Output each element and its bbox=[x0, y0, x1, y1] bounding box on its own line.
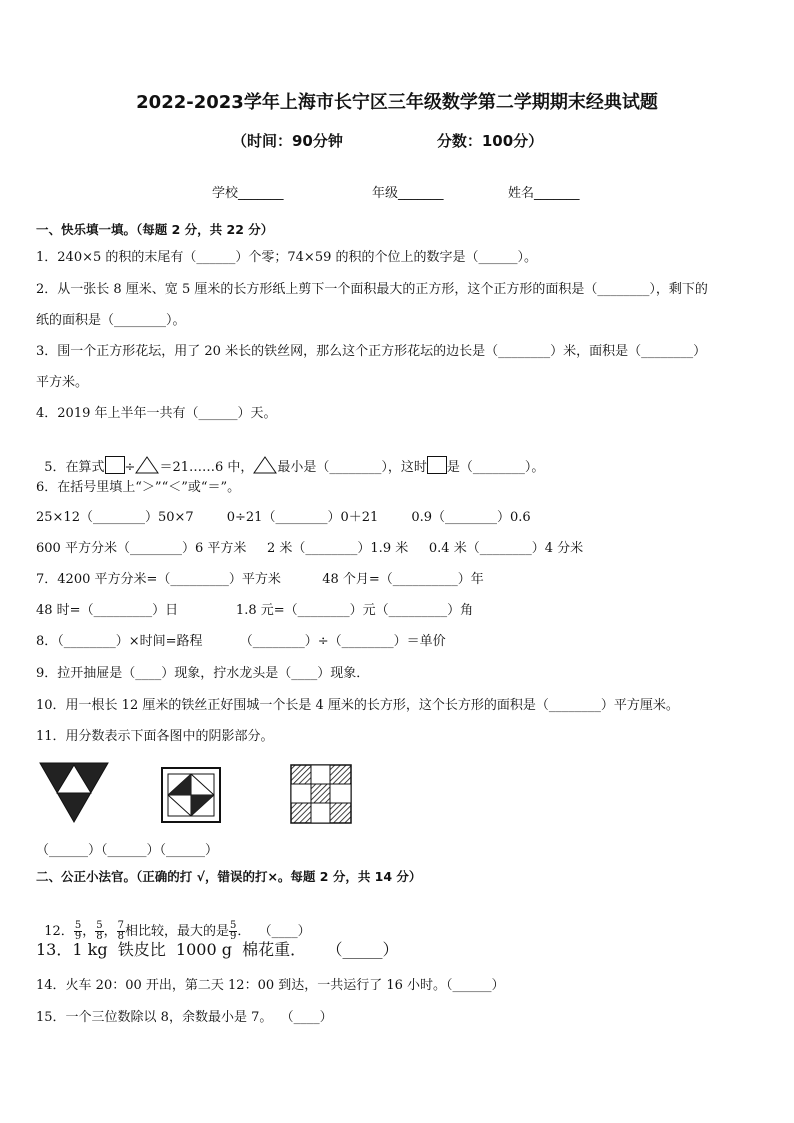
fraction: $\frac{5}{9}$ bbox=[229, 920, 237, 942]
question-15: 15．一个三位数除以 8，余数最小是 7。 （____） bbox=[36, 1010, 333, 1025]
triangle-icon bbox=[135, 456, 159, 474]
q5-div: ÷ bbox=[124, 460, 136, 475]
triangle-icon bbox=[253, 456, 277, 474]
q12-prefix: 12． bbox=[44, 924, 74, 939]
section2-title: 二、公正小法官。（正确的打 √，错误的打×。每题 2 分，共 14 分） bbox=[36, 869, 422, 884]
square-box-icon bbox=[427, 456, 447, 474]
grade-field[interactable]: 年级_______ bbox=[372, 186, 444, 201]
q5-middle2: 最小是（________），这时 bbox=[277, 460, 427, 475]
question-7-row2: 48 时=（_________）日 1.8 元=（________）元（_________）角 bbox=[36, 603, 474, 618]
question-2-line1: 2．从一张长 8 厘米、宽 5 厘米的长方形纸上剪下一个面积最大的正方形，这个正方形的面积是（________），剩下的 bbox=[36, 282, 708, 297]
question-2-line2: 纸的面积是（________）。 bbox=[36, 313, 186, 328]
question-13: 13．1 kg 铁皮比 1000 g 棉花重． （_____） bbox=[36, 940, 399, 959]
question-7-row1: 7．4200 平方分米=（_________）平方米 48 个月=（__________）年 bbox=[36, 572, 484, 587]
square-diamond-figure bbox=[160, 766, 222, 824]
section1-title: 一、快乐填一填。（每题 2 分，共 22 分） bbox=[36, 222, 274, 237]
fraction: $\frac{5}{9}$ bbox=[74, 920, 82, 942]
question-3-line2: 平方米。 bbox=[36, 375, 89, 390]
question-10: 10．用一根长 12 厘米的铁丝正好围城一个长是 4 厘米的长方形，这个长方形的面积是（________）平方厘米。 bbox=[36, 698, 679, 713]
fraction: $\frac{5}{8}$ bbox=[96, 920, 103, 942]
question-3-line1: 3．围一个正方形花坛，用了 20 米长的铁丝网，那么这个正方形花坛的边长是（________）米，面积是（________） bbox=[36, 344, 707, 359]
question-6: 6．在括号里填上“＞”“＜”或“＝”。 bbox=[36, 480, 241, 495]
question-1: 1．240×5 的积的末尾有（______）个零；74×59 的积的个位上的数字是（______）。 bbox=[36, 250, 537, 265]
question-14: 14．火车 20：00 开出，第二天 12：00 到达，一共运行了 16 小时。（______） bbox=[36, 978, 505, 993]
question-5 bbox=[36, 440, 544, 476]
q5-middle: ＝21……6 中， bbox=[159, 460, 254, 475]
square-box-icon bbox=[105, 456, 125, 474]
question-6-row2: 600 平方分米（________）6 平方米 2 米（________）1.9 米 0.4 米（________）4 分米 bbox=[36, 541, 584, 556]
q5-prefix: 5．在算式 bbox=[44, 460, 105, 475]
question-6-row1: 25×12（________）50×7 0÷21（________）0＋21 0.9（________）0.6 bbox=[36, 510, 531, 525]
question-8: 8．（________）×时间=路程 （________）÷（________）＝单价 bbox=[36, 634, 446, 649]
question-11-blanks: （______）（______）（______） bbox=[36, 843, 219, 858]
subtitle: （时间：90分钟 分数：100分） bbox=[232, 132, 544, 150]
school-field[interactable]: 学校_______ bbox=[212, 186, 284, 201]
question-4: 4．2019 年上半年一共有（______）天。 bbox=[36, 406, 277, 421]
question-11: 11．用分数表示下面各图中的阴影部分。 bbox=[36, 729, 274, 744]
q12-middle: 相比较，最大的是 bbox=[124, 924, 229, 939]
page-title: 2022-2023学年上海市长宁区三年级数学第二学期期末经典试题 bbox=[136, 92, 658, 113]
grid-figure bbox=[290, 764, 352, 824]
question-9: 9．拉开抽屉是（____）现象，拧水龙头是（____）现象． bbox=[36, 666, 370, 681]
triangle-figure bbox=[38, 760, 110, 826]
q5-end: 是（________）。 bbox=[446, 460, 545, 475]
q12-end: ． （____） bbox=[237, 924, 311, 939]
question-12: 12． $\frac{5}{9}$ ， $\frac{5}{8}$ ， $\frac{7}{8}$ 相比较，最大的是 $\frac{5}{9}$ ． （____） bbox=[44, 920, 311, 942]
fraction: $\frac{7}{8}$ bbox=[117, 920, 124, 942]
name-field[interactable]: 姓名_______ bbox=[508, 186, 580, 201]
